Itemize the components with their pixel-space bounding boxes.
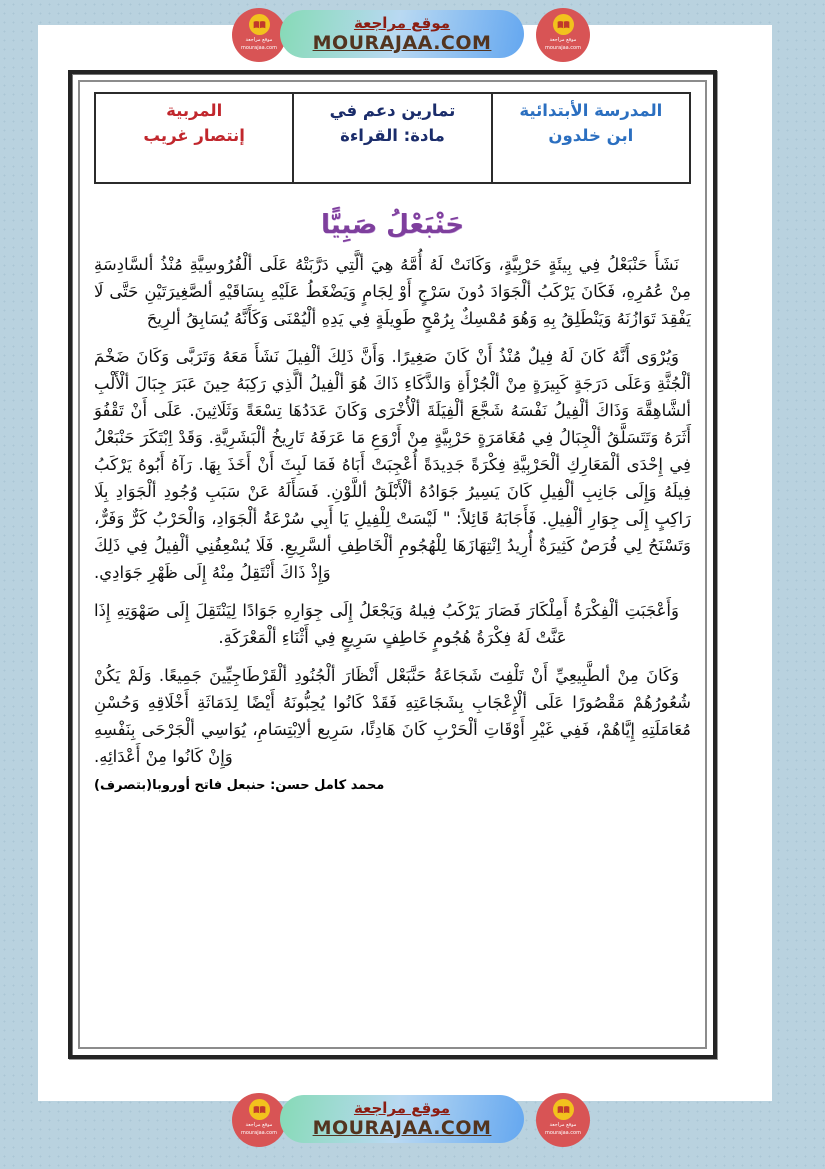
paragraph-1: نَشَأَ حَنْبَعْلُ فِي بِيئَةٍ حَرْبِيَّةٍ، وَكَانَتْ لَهُ أُمَّهُ هِيَ ألَّتِي دَرَّبَتْهُ عَلَى ألْفُرُوسِيَّةِ مُنْذُ ألسَّادِسَةِ مِنْ عُمُرِهِ، فَكَانَ يَرْكَبُ ألْجَوَادَ دُونَ سَرْجٍ أَوْ لِجَامٍ وَيَضْغَطُ عَلَيْهِ بِسَاقَيْهِ ألصَّغِيرَتَيْنِ حَتَّى لَا يَفْقِدَ تَوَازُنَهُ وَيَنْطَلِقُ بِهِ وَهُوَ مُمْسِكٌ بِرُمْحٍ طَوِيلَةٍ فِي يَدِهِ ألْيُمْنَى وَكَأَنَّهُ يُسَابِقُ ألرِيحَ [94, 255, 691, 328]
site-domain-text: MOURAJAA.COM [312, 1117, 492, 1139]
site-domain-text: MOURAJAA.COM [312, 32, 492, 54]
badge-label-domain: mourajaa.com [544, 1130, 581, 1136]
site-name-arabic: موقع مراجعة [353, 14, 451, 32]
badge-label-ar: موقع مراجعة [549, 1122, 577, 1128]
book-icon [553, 1099, 574, 1120]
badge-label-ar: موقع مراجعة [245, 37, 273, 43]
open-book-icon [253, 1105, 266, 1115]
site-badge [232, 8, 286, 62]
subject-line2: مادة: القراءة [340, 126, 445, 145]
badge-label-ar: موقع مراجعة [549, 37, 577, 43]
paragraph-3: وَأَعْجَبَتِ ألْفِكْرَةُ أَمِلْكَارَ فَصَارَ يَرْكَبُ فِيلهُ وَيَجْعَلُ إِلَى جِوَارِهِ جَوَادًا لِيَنْتَقِلَ إِلَى صَهْوَتِهِ إِذَا عَنَّتْ لَهُ فِكْرَةُ هُجُومٍ خَاطِفٍ سَرِيعٍ فِي أَثْنَاءِ ألْمَعْرَكَةِ. [94, 601, 679, 647]
bottom-banner [0, 1085, 825, 1149]
paragraph-4: وَكَانَ مِنْ ألطَّبِيعِيِّ أَنْ تَلْفِتَ شَجَاعَةُ حَنَّبَعْل أَنْظَارَ ألْجُنُودِ ألْقَرْطَاجِيِّينَ جَمِيعًا. وَلَمْ يَكُنْ شُعُورُهُمْ مَقْصُورًا عَلَى ألْإِعْجَابِ بِشَجَاعَتِهِ فَقَدْ كَانُوا يُحِبُّونَهُ أَيْضًا لِدَمَاثَةِ أَخْلَاقِهِ وَحُسْنِ مُعَامَلَتِهِ إِيَّاهُمْ، فَفِي غَيْرِ أَوْقَاتِ ألْحَرْبِ كَانَ هَادِئًا، سَرِيع ألاِبْتِسَامِ، يُوَاسِي ألْجَرْحَى بِنَفْسِهِ وَإِنْ كَانُوا مِنْ أَعْدَائِهِ. [94, 666, 691, 766]
site-badge [536, 1093, 590, 1147]
teacher-cell [95, 93, 293, 183]
site-name-arabic: موقع مراجعة [353, 1099, 451, 1117]
teacher-name: إنتصار غريب [143, 126, 245, 145]
header-info-table [94, 92, 691, 184]
badge-label-domain: mourajaa.com [240, 45, 277, 51]
site-badge [232, 1093, 286, 1147]
source-attribution: محمد كامل حسن: حنبعل فاتح أوروبا(بتصرف) [94, 778, 385, 793]
document-frame-inner [78, 80, 707, 1049]
badge-label-domain: mourajaa.com [240, 1130, 277, 1136]
lesson-title: حَنْبَعْلُ صَبِيًّا [320, 210, 464, 240]
teacher-title: المربية [166, 101, 223, 120]
subject-line1: تمارين دعم في [329, 101, 456, 120]
open-book-icon [557, 1105, 570, 1115]
school-name-line2: ابن خلدون [548, 126, 634, 145]
book-icon [249, 1099, 270, 1120]
document-frame [68, 70, 717, 1059]
site-banner-link[interactable] [280, 10, 524, 58]
open-book-icon [557, 20, 570, 30]
badge-label-domain: mourajaa.com [544, 45, 581, 51]
book-icon [249, 14, 270, 35]
book-icon [553, 14, 574, 35]
site-banner-link[interactable] [280, 1095, 524, 1143]
school-name-line1: المدرسة الأبتدائية [519, 101, 663, 120]
site-badge [536, 8, 590, 62]
subject-cell [293, 93, 491, 183]
school-cell [492, 93, 690, 183]
open-book-icon [253, 20, 266, 30]
paragraph-2: وَيُرْوَى أَنَّهُ كَانَ لَهُ فِيلٌ مُنْذُ أَنْ كَانَ صَغِيرًا. وَأَنَّ ذَلِكَ ألْفِيلَ نَشَأَ مَعَهُ وَتَرَبَّى وَكَانَ ضَخْمَ ألْجُثَّةِ وَعَلَى دَرَجَةٍ كَبِيرَةٍ مِنْ ألْجُرْأَةِ وَالذَّكَاءِ ذَاكَ هُوَ ألْفِيلُ ألَّذِي رَكِبَهُ حِينَ عَبَرَ جِبَالَ ألْأَلْبِ ألشَّاهِقَّهَ وَذَاكَ ألْفِيلُ نَفْسَهُ شَجَّعَ ألْفِيَلَةَ ألْأُخْرَى وَكَانَ عَدَدُهَا تِسْعَةً وَثَلَاثِينَ. عَلَى أَنْ تَقْفُوَ أَثَرَهُ وَتَتَسَلَّقُ ألْجِبَالُ فِي مُغَامَرَةٍ حَرْبِيَّةٍ مِنْ أَرْوَعِ مَا عَرَفَهُ تَارِيخُ ألْبَشَرِيَّةِ. وَقَدْ اِبْتَكَرَ حَنْبَعْلُ فِي إِحْدَى ألْمَعَارِكِ ألْحَرْبِيَّةِ فِكْرَةً جَدِيدَةً أُعْجِبَتْ أَبَاهُ فَمَا لَبِثَ أَنْ أَخَذَ بِهَا. رَآهُ أَبُوهُ يَرْكَبُ فِيلَهُ وَإِلَى جَانِبِ ألْفِيلِ كَانَ يَسِيرُ جَوَادُهُ ألْأَبْلَقُ أللَّوْنِ. فَسَأَلَهُ عَنْ سَبَبِ وُجُودِ ألْجَوَادِ بِلَا رَاكِبٍ إِلَى جِوَارِ ألْفِيلِ. فَأَجَابَهُ قَائِلاً: " لَيْسَتْ لِلْفِيلِ يَا أَبِي سُرْعَةُ ألْجَوَادِ، وَالْحَرْبُ كَرٌّ وَفَرٌّ، وَتَسْنَحُ لِي فُرَصٌ كَثِيرَةٌ أُرِيدُ اِنْتِهَازَهَا لِلْهُجُومِ ألْخَاطِفِ ألسَّرِيعِ. فَلَا يُسْعِفُنِي ألْفِيلُ فِي ذَلِكَ وَإِذْ ذَاكَ أَنْتَقِلُ مِنْهُ إِلَى ظَهْرِ جَوَادِي. [94, 347, 691, 582]
top-banner [0, 0, 825, 64]
badge-label-ar: موقع مراجعة [245, 1122, 273, 1128]
